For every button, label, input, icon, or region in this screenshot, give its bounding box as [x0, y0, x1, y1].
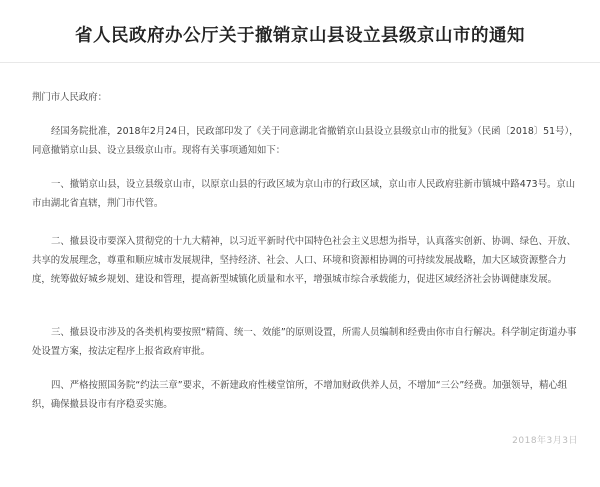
item-one-paragraph: 一、撤销京山县，设立县级京山市，以原京山县的行政区域为京山市的行政区域，京山市人民政府驻新市镇城中路473号。京山市由湖北省直辖，荆门市代管。: [32, 179, 576, 209]
item-two-paragraph: 二、撤县设市要深入贯彻党的十九大精神，以习近平新时代中国特色社会主义思想为指导，认真落实创新、协调、绿色、开放、共享的发展理念，尊重和顺应城市发展规律，坚持经济、社会、人口、环境和资源相协调的可持续发展战略，加大区域资源整合力度，统筹做好城乡规划、建设和管理，提高新型城镇化质量和水平，增强城市综合承载能力，促进区域经济社会协调健康发展。: [32, 236, 577, 285]
document-title: 省人民政府办公厅关于撤销京山县设立县级京山市的通知: [75, 26, 525, 46]
title-divider: [0, 62, 600, 63]
issue-date: 2018年3月3日: [512, 436, 578, 446]
item-four-paragraph: 四、严格按照国务院“约法三章”要求，不新建政府性楼堂馆所，不增加财政供养人员，不增加“三公”经费。加强领导，精心组织，确保撤县设市有序稳妥实施。: [32, 380, 568, 410]
item-three-paragraph: 三、撤县设市涉及的各类机构要按照“精简、统一、效能”的原则设置，所需人员编制和经费由你市自行解决。科学制定街道办事处设置方案，按法定程序上报省政府审批。: [32, 327, 577, 357]
salutation: 荆门市人民政府：: [32, 92, 108, 103]
intro-paragraph: 经国务院批准，2018年2月24日，民政部印发了《关于同意湖北省撤销京山县设立县级京山市的批复》（民函〔2018〕51号），同意撤销京山县、设立县级京山市。现将有关事项通知如下：: [32, 126, 579, 156]
